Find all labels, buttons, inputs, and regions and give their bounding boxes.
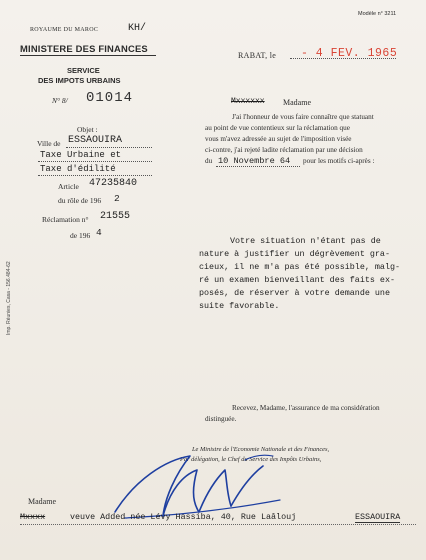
recipient-address: veuve Added née Lévy Hassiba, 40, Rue Laâlouj bbox=[70, 512, 297, 522]
tax-line2: Taxe d'édilité bbox=[40, 164, 116, 174]
royaume-label: ROYAUME DU MAROC bbox=[30, 27, 99, 33]
role-value: 2 bbox=[114, 193, 120, 204]
date-stamp: - 4 FEV. 1965 bbox=[301, 47, 398, 60]
closing-line1: Recevez, Madame, l'assurance de ma considération bbox=[232, 404, 380, 412]
intro-line5-prefix: du bbox=[205, 157, 213, 165]
intro-line5-date: 10 Novembre 64 bbox=[218, 156, 291, 166]
salutation: Madame bbox=[283, 98, 311, 107]
service-line1: SERVICE bbox=[67, 66, 100, 75]
intro-line1: J'ai l'honneur de vous faire connaître que statuant bbox=[232, 113, 374, 121]
recipient-dotted-line bbox=[20, 524, 416, 525]
intro-line4: ci-contre, j'ai rejeté ladite réclamation par une décision bbox=[205, 146, 363, 154]
signature-stroke-1 bbox=[115, 456, 190, 516]
reclamation-label: Réclamation n° bbox=[42, 215, 89, 224]
recipient-madame: Madame bbox=[28, 497, 56, 506]
de-value: 4 bbox=[96, 227, 102, 238]
article-label: Article bbox=[58, 182, 79, 191]
tax-line1: Taxe Urbaine et bbox=[40, 150, 122, 160]
kh-typed: KH/ bbox=[128, 23, 147, 34]
ville-dotted-line bbox=[66, 147, 152, 148]
ministere-label: MINISTERE DES FINANCES bbox=[20, 43, 148, 54]
place-label: RABAT, le bbox=[238, 51, 277, 60]
tax-dotted-line2 bbox=[38, 175, 152, 176]
de-label: de 196 bbox=[70, 231, 91, 240]
numero-value: 01014 bbox=[86, 90, 134, 106]
body-line3: cieux, il ne m'a pas été possible, malg- bbox=[199, 262, 401, 272]
body-line2: nature à justifier un dégrèvement gra- bbox=[199, 249, 390, 259]
body-line5: posés, de réserver à votre demande une bbox=[199, 288, 390, 298]
intro-line2: au point de vue contentieux sur la réclamation que bbox=[205, 124, 350, 132]
numero-label: N° 8/ bbox=[52, 96, 68, 105]
role-label: du rôle de 196 bbox=[58, 196, 102, 205]
signature-line2: Par délégation, le Chef du Service des Impôts Urbains, bbox=[180, 456, 322, 463]
recipient-struck-text: Mxxxx bbox=[20, 512, 46, 522]
recipient-struck bbox=[20, 512, 45, 522]
signature-line1: Le Ministre de l'Economie Nationale et des Finances, bbox=[192, 446, 330, 453]
body-line4: ré un examen bienveillant des faits ex- bbox=[199, 275, 396, 285]
intro-line3: vous m'avez adressée au sujet de l'imposition visée bbox=[205, 135, 352, 143]
reclamation-value: 21555 bbox=[100, 211, 131, 222]
salutation-struck bbox=[231, 97, 265, 106]
ville-label: Ville de bbox=[37, 139, 61, 148]
service-line2: DES IMPOTS URBAINS bbox=[38, 76, 121, 85]
salutation-struck-text: Mxxxxxx bbox=[231, 97, 265, 106]
ville-value: ESSAOUIRA bbox=[68, 135, 123, 146]
intro-line5-suffix: pour les motifs ci-après : bbox=[303, 157, 375, 165]
signature-flourish bbox=[245, 455, 273, 460]
recipient-city: ESSAOUIRA bbox=[355, 512, 401, 522]
signature-stroke-3 bbox=[199, 470, 231, 512]
date-dotted bbox=[216, 166, 300, 167]
body-line1: Votre situation n'étant pas de bbox=[230, 236, 381, 246]
article-value: 47235840 bbox=[89, 178, 138, 189]
signature-stroke-4 bbox=[231, 466, 263, 506]
printer-vertical-text: Imp. Réunies, Casa - 156.484-62 bbox=[6, 261, 12, 335]
tax-dotted-line1 bbox=[38, 161, 152, 162]
model-number: Modèle n° 3211 bbox=[358, 11, 397, 17]
closing-line2: distinguée. bbox=[205, 415, 237, 423]
body-line6: suite favorable. bbox=[199, 301, 280, 311]
objet-label: Objet : bbox=[77, 125, 98, 134]
header-divider bbox=[20, 55, 156, 56]
